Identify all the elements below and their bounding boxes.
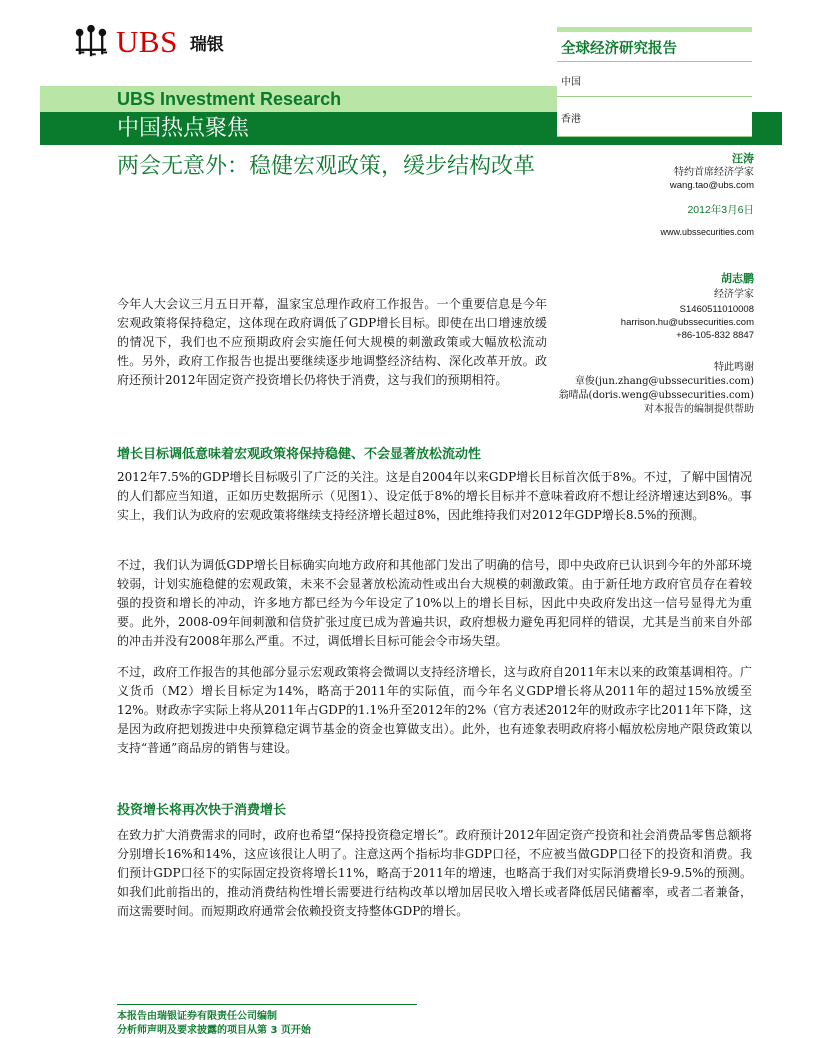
- footer-note: 本报告由瑞银证券有限责任公司编制: [117, 1011, 277, 1022]
- acknowledgement-line: 章俊(jun.zhang@ubssecurities.com): [574, 376, 754, 387]
- author-license: S1460511010008: [679, 304, 754, 315]
- document-date: 2012年3月6日: [687, 204, 754, 216]
- logo-brand: UBS: [116, 24, 178, 59]
- acknowledgement-line: 对本报告的编制提供帮助: [644, 404, 754, 415]
- author-email[interactable]: harrison.hu@ubssecurities.com: [620, 317, 754, 328]
- author-name: 胡志鹏: [721, 272, 754, 285]
- ubs-logo: [72, 22, 224, 62]
- section-heading: 投资增长将再次快于消费增长: [117, 803, 287, 818]
- body-paragraph: 2012年7.5%的GDP增长目标吸引了广泛的关注。这是自2004年以来GDP增长目标首次低于8%。不过，了解中国情况的人们都应当知道，正如历史数据所示（见图1）、设定低于8%的增长目标并不意味着政府不想让经济增速达到8%。事实上，我们认为政府的宏观政策将继续支持经济增长超过8%，因此维持我们对2012年GDP增长8.5%的预测。: [117, 470, 752, 522]
- summary-paragraph: 今年人大会议三月五日开幕，温家宝总理作政府工作报告。一个重要信息是今年宏观政策将保持稳定，这体现在政府调低了GDP增长目标。即使在出口增速放缓的情况下，我们也不应预期政府会实施任何大规模的刺激政策或大幅放松流动性。另外，政府工作报告也提出要继续逐步地调整经济结构、深化改革开放。政府还预计2012年固定资产投资增长仍将快于消费，这与我们的预期相符。: [117, 297, 547, 387]
- author-email[interactable]: wang.tao@ubs.com: [669, 180, 754, 191]
- divider: [557, 136, 752, 137]
- acknowledgement-title: 特此鸣谢: [714, 362, 754, 373]
- banner-subtitle: 中国热点聚焦: [117, 116, 250, 141]
- acknowledgement-line: 翁晴晶(doris.weng@ubssecurities.com): [558, 390, 754, 401]
- author-name: 汪涛: [732, 152, 754, 165]
- divider: [557, 61, 752, 62]
- document-title: 两会无意外：稳健宏观政策，缓步结构改革: [117, 154, 536, 179]
- banner-title: UBS Investment Research: [117, 89, 342, 109]
- report-type-bar: [557, 27, 752, 32]
- ubs-keys-icon: [72, 23, 110, 61]
- body-paragraph: 在致力扩大消费需求的同时，政府也希望“保持投资稳定增长”。政府预计2012年固定资产投资和社会消费品零售总额将分别增长16%和14%，这应该很让人明了。注意这两个指标均非GDP口径，不应被当做GDP口径下的投资和消费。我们预计GDP口径下的实际固定投资将增长11%，略高于2011年的增速，也略高于我们对实际消费增长9-9.5%的预测。如我们此前指出的，推动消费结构性增长需要进行结构改革以增加居民收入增长或者降低居民储蓄率，或者二者兼备，而这需要时间。而短期政府通常会依赖投资支持整体GDP的增长。: [117, 828, 752, 918]
- body-paragraph: 不过，我们认为调低GDP增长目标确实向地方政府和其他部门发出了明确的信号，即中央政府已认识到今年的外部环境较弱，计划实施稳健的宏观政策，未来不会显著放松流动性或出台大规模的刺激政策。由于新任地方政府官员存在着较强的投资和增长的冲动，许多地方都已经为今年设定了10%以上的增长目标，因此中央政府发出这一信号显得尤为重要。此外，2008-09年间刺激和信贷扩张过度已成为普遍共识，政府想极力避免再犯同样的错误，尤其是当前来自外部的冲击并没有2008年那么严重。不过，调低增长目标可能会令市场失望。: [117, 558, 752, 648]
- region-label: 香港: [561, 114, 581, 125]
- region-label: 中国: [561, 77, 581, 88]
- footer-disclosure: 分析师声明及要求披露的项目从第 3 页开始: [117, 1025, 311, 1036]
- body-paragraph: 不过，政府工作报告的其他部分显示宏观政策将会微调以支持经济增长，这与政府自2011年末以来的政策基调相符。广义货币（M2）增长目标定为14%，略高于2011年的实际值，而今年名义GDP增长将从2011年的超过15%放缓至12%。财政赤字实际上将从2011年占GDP的1.1%升至2012年的2%（官方表述2012年的财政赤字比2011年下降，这是因为政府把划拨进中央预算稳定调节基金的资金也算做支出）。此外，也有迹象表明政府将小幅放松房地产限贷政策以支持“普通”商品房的销售与建设。: [117, 665, 752, 755]
- footer-divider: [117, 1004, 417, 1005]
- logo-brand-cn: 瑞银: [189, 34, 224, 55]
- section-heading: 增长目标调低意味着宏观政策将保持稳健、不会显著放松流动性: [117, 447, 482, 462]
- author-title: 特约首席经济学家: [674, 167, 754, 178]
- author-title: 经济学家: [714, 289, 754, 300]
- report-type: 全球经济研究报告: [561, 41, 677, 57]
- region-box: [557, 97, 752, 136]
- author-phone: +86-105-832 8847: [676, 330, 754, 341]
- website-link[interactable]: www.ubssecurities.com: [660, 227, 754, 237]
